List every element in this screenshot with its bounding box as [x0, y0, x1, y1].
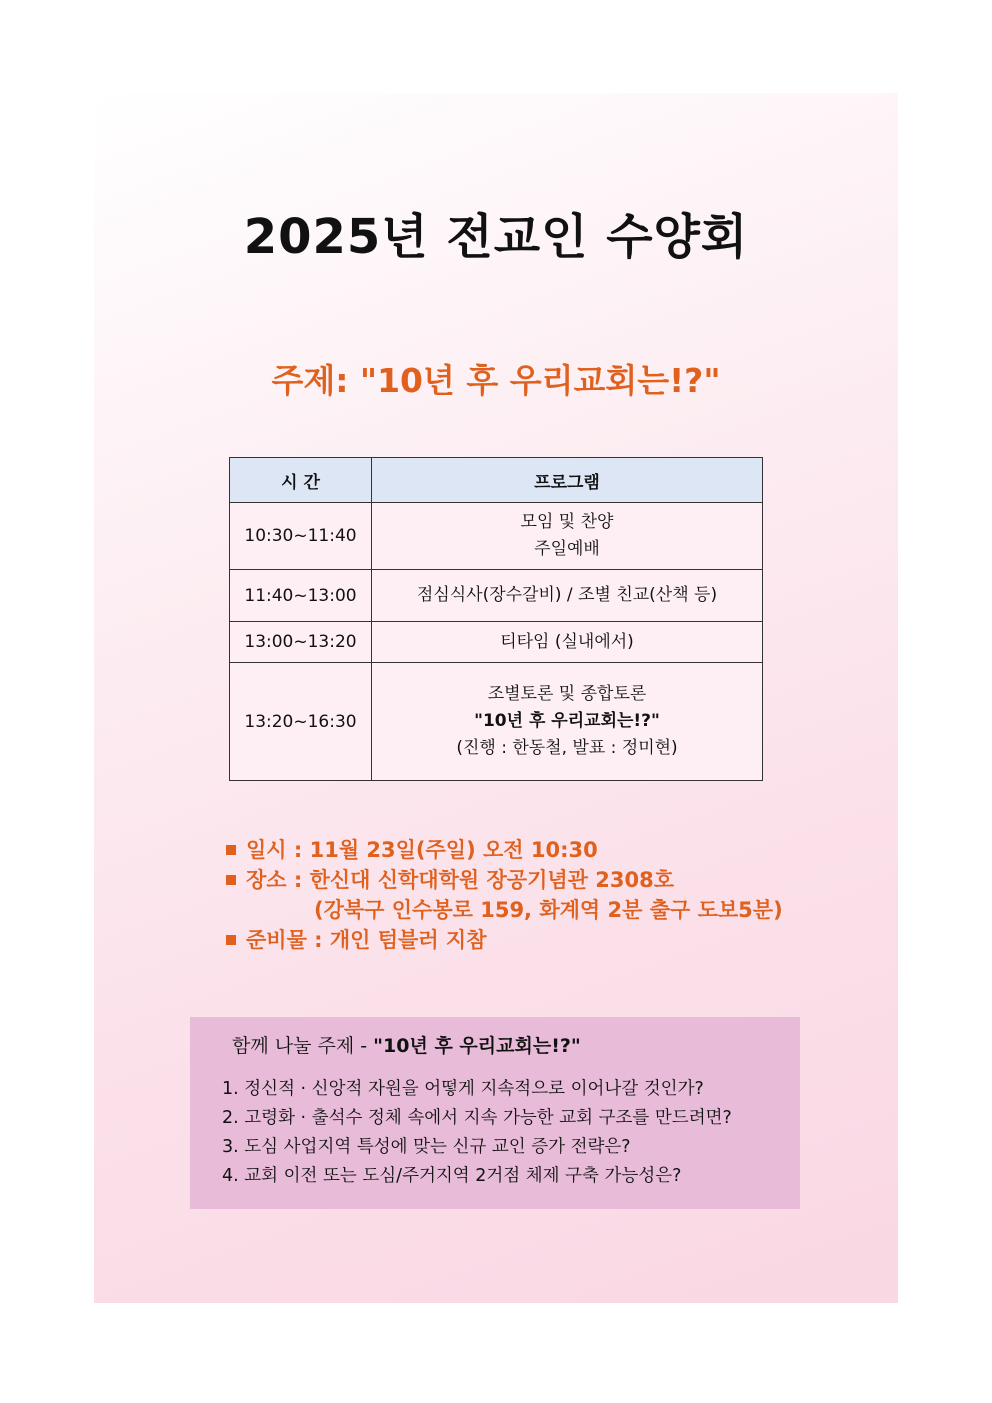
list-item: 1. 정신적 · 신앙적 자원을 어떻게 지속적으로 이어나갈 것인가? — [222, 1079, 704, 1099]
program-line: 주일예배 — [534, 539, 600, 559]
topics-list — [222, 1075, 732, 1191]
program-line: 조별토론 및 종합토론 — [487, 684, 647, 704]
topics-heading — [232, 1031, 581, 1058]
info-date-text: 일시 : 11월 23일(주일) 오전 10:30 — [246, 838, 598, 862]
table-row — [230, 622, 763, 663]
table-row — [230, 663, 763, 781]
program-cell — [372, 503, 763, 570]
square-bullet-icon — [226, 875, 236, 885]
time-header: 시 간 — [230, 458, 372, 503]
topics-heading-prefix: 함께 나눌 주제 - — [232, 1035, 374, 1057]
poster-title: 2025년 전교인 수양회 — [243, 209, 749, 265]
info-place-text: 장소 : 한신대 신학대학원 장공기념관 2308호 — [246, 868, 674, 892]
poster-subtitle: 주제: "10년 후 우리교회는!?" — [271, 361, 721, 400]
info-supplies-text: 준비물 : 개인 텀블러 지참 — [246, 928, 487, 952]
program-line: (진행 : 한동철, 발표 : 정미현) — [456, 738, 678, 758]
program-line: 모임 및 찬양 — [520, 512, 614, 532]
list-item: 2. 고령화 · 출석수 정체 속에서 지속 가능한 교회 구조를 만드려면? — [222, 1108, 732, 1128]
square-bullet-icon — [226, 935, 236, 945]
topics-heading-theme: "10년 후 우리교회는!?" — [373, 1035, 581, 1057]
program-cell: 티타임 (실내에서) — [372, 622, 763, 663]
time-cell: 13:20~16:30 — [230, 663, 372, 781]
info-supplies — [226, 925, 783, 955]
table-row — [230, 570, 763, 622]
list-item: 3. 도심 사업지역 특성에 맞는 신규 교인 증가 전략은? — [222, 1137, 631, 1157]
time-cell: 13:00~13:20 — [230, 622, 372, 663]
time-cell: 10:30~11:40 — [230, 503, 372, 570]
poster — [94, 93, 898, 1303]
info-date — [226, 835, 783, 865]
program-cell — [372, 663, 763, 781]
schedule-table — [229, 457, 763, 781]
event-info — [226, 835, 783, 955]
schedule-header-row — [230, 458, 763, 503]
discussion-topics-box — [190, 1017, 800, 1209]
list-item: 4. 교회 이전 또는 도심/주거지역 2거점 체제 구축 가능성은? — [222, 1166, 682, 1186]
table-row — [230, 503, 763, 570]
info-place — [226, 865, 783, 895]
program-cell: 점심식사(장수갈비) / 조별 친교(산책 등) — [372, 570, 763, 622]
square-bullet-icon — [226, 845, 236, 855]
program-header: 프로그램 — [372, 458, 763, 503]
program-theme-line: "10년 후 우리교회는!?" — [474, 711, 660, 731]
info-place-detail: (강북구 인수봉로 159, 화계역 2분 출구 도보5분) — [314, 898, 783, 922]
time-cell: 11:40~13:00 — [230, 570, 372, 622]
